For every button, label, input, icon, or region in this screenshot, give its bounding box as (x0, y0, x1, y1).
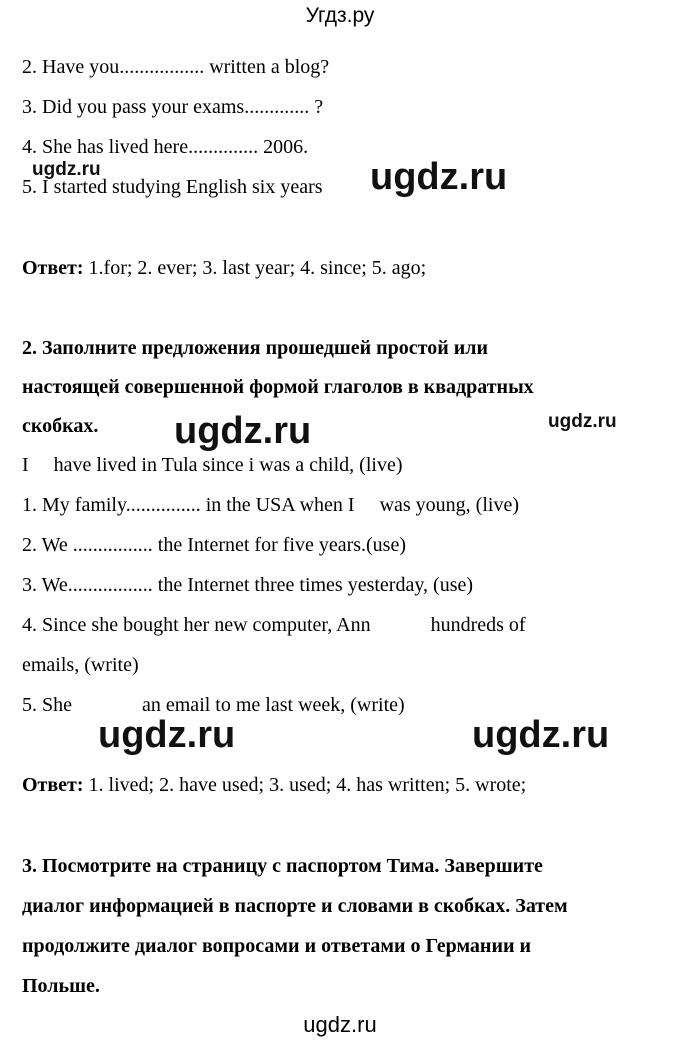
watermark-small: ugdz.ru (32, 159, 101, 180)
exercise1-line-2: 2. Have you................. written a blog? (22, 56, 330, 78)
watermark-small: ugdz.ru (548, 411, 617, 432)
answer-text: 1.for; 2. ever; 3. last year; 4. since; 5. ago; (88, 257, 427, 279)
watermark-large: ugdz.ru (174, 410, 312, 452)
watermark-large: ugdz.ru (370, 156, 508, 198)
exercise2-line-1: 1. My family............... in the USA when I was young, (live) (22, 494, 519, 516)
exercise2-line-5: 5. She an email to me last week, (write) (22, 694, 405, 716)
answer-label: Ответ: (22, 257, 84, 279)
exercise2-heading-line-3: скобках. (22, 415, 99, 437)
exercise2-heading-line-2: настоящей совершенной формой глаголов в квадратных (22, 376, 534, 398)
exercise1-answer (22, 258, 426, 278)
watermark-large: ugdz.ru (98, 714, 236, 756)
exercise3-heading-line-3: продолжите диалог вопросами и ответами о Германии и (22, 935, 532, 957)
exercise2-heading-line-1: 2. Заполните предложения прошедшей простой или (22, 337, 489, 359)
exercise1-line-3: 3. Did you pass your exams............. ? (22, 96, 324, 118)
answer-text: 1. lived; 2. have used; 3. used; 4. has written; 5. wrote; (88, 774, 527, 796)
exercise2-answer (22, 775, 526, 795)
exercise2-line-2: 2. We ................ the Internet for five years.(use) (22, 534, 407, 556)
exercise2-line-4: 4. Since she bought her new computer, Ann hundreds of (22, 614, 526, 636)
exercise3-heading-line-4: Польше. (22, 975, 100, 997)
exercise2-example: I have lived in Tula since i was a child, (live) (22, 454, 403, 476)
site-footer: ugdz.ru (303, 1012, 377, 1037)
answer-label: Ответ: (22, 774, 84, 796)
exercise1-line-4: 4. She has lived here.............. 2006. (22, 136, 309, 158)
exercise1-line-5: 5. I started studying English six years (22, 176, 323, 198)
site-header: Угдз.ру (305, 4, 375, 27)
exercise3-heading-line-1: 3. Посмотрите на страницу с паспортом Тима. Завершите (22, 855, 543, 877)
exercise2-line-4-continued: emails, (write) (22, 654, 139, 676)
watermark-large: ugdz.ru (472, 714, 610, 756)
exercise3-heading-line-2: диалог информацией в паспорте и словами в скобках. Затем (22, 895, 568, 917)
exercise2-line-3: 3. We................. the Internet three times yesterday, (use) (22, 574, 474, 596)
